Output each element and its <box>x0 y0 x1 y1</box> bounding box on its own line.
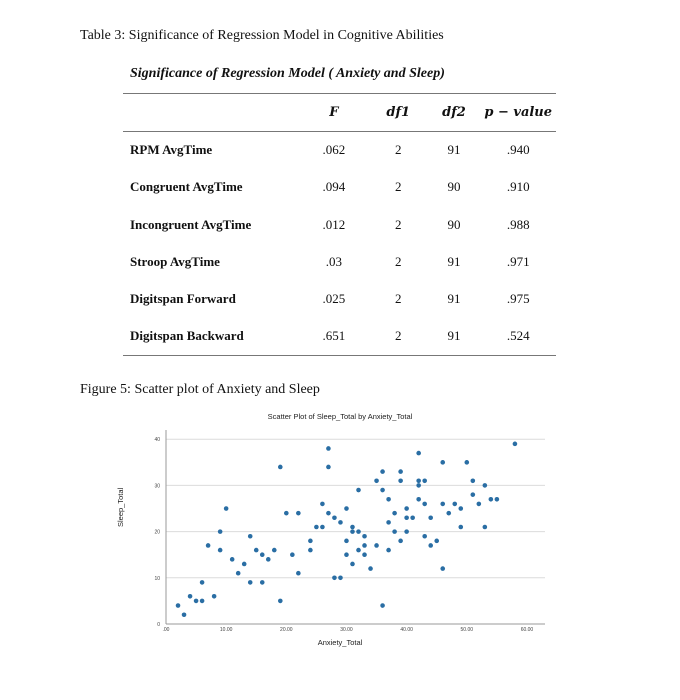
chart-title: Scatter Plot of Sleep_Total by Anxiety_Total <box>267 412 413 421</box>
data-point <box>248 534 253 539</box>
data-point <box>284 511 289 516</box>
data-point <box>392 511 397 516</box>
data-point <box>416 497 421 502</box>
table-title: Significance of Regression Model ( Anxiety and Sleep) <box>130 66 445 81</box>
data-point <box>200 599 205 604</box>
data-point <box>320 502 325 507</box>
cell-p-value: .971 <box>506 254 530 270</box>
data-point <box>248 580 253 585</box>
data-point <box>362 552 367 557</box>
data-point <box>218 548 223 553</box>
data-point <box>404 529 409 534</box>
data-point <box>386 548 391 553</box>
data-point <box>440 460 445 465</box>
y-axis-label: Sleep_Total <box>116 487 125 527</box>
data-point <box>422 502 427 507</box>
cell-p-value: .975 <box>506 291 530 307</box>
data-point <box>428 515 433 520</box>
data-point <box>380 488 385 493</box>
data-point <box>308 539 313 544</box>
data-point <box>326 511 331 516</box>
data-point <box>458 525 463 530</box>
data-point <box>278 465 283 470</box>
cell-df1: 2 <box>395 291 402 307</box>
data-point <box>272 548 277 553</box>
data-point <box>374 543 379 548</box>
header-df1: df1 <box>369 94 428 132</box>
data-point <box>218 529 223 534</box>
data-point <box>422 534 427 539</box>
data-point <box>356 529 361 534</box>
data-point <box>458 506 463 511</box>
data-point <box>404 515 409 520</box>
data-point <box>386 520 391 525</box>
data-point <box>296 511 301 516</box>
cell-f: .062 <box>322 142 346 158</box>
data-point <box>471 479 476 484</box>
data-point <box>338 520 343 525</box>
data-point <box>224 506 229 511</box>
data-point <box>422 479 427 484</box>
row-label: Digitspan Forward <box>130 291 236 307</box>
data-point <box>392 529 397 534</box>
x-tick-label: 20.00 <box>280 627 293 633</box>
cell-p-value: .910 <box>506 179 530 195</box>
data-point <box>314 525 319 530</box>
y-tick-label: 40 <box>154 437 160 444</box>
data-point <box>452 502 457 507</box>
data-point <box>230 557 235 562</box>
cell-df2: 91 <box>447 291 461 307</box>
data-point <box>356 488 361 493</box>
data-point <box>344 506 349 511</box>
data-point <box>404 506 409 511</box>
data-point <box>326 465 331 470</box>
data-point <box>308 548 313 553</box>
data-point <box>483 525 488 530</box>
header-df2: df2 <box>428 94 481 132</box>
cell-f: .094 <box>322 179 346 195</box>
x-tick-label: 40.00 <box>400 627 413 633</box>
cell-p-value: .940 <box>506 142 530 158</box>
data-point <box>362 534 367 539</box>
data-point <box>296 571 301 576</box>
data-point <box>200 580 205 585</box>
table-caption: Table 3: Significance of Regression Model in Cognitive Abilities <box>80 28 444 43</box>
data-point <box>278 599 283 604</box>
cell-f: .012 <box>322 216 346 232</box>
row-label: Incongruent AvgTime <box>130 216 252 232</box>
cell-df2: 90 <box>447 179 461 195</box>
data-point <box>356 548 361 553</box>
x-tick-label: 10.00 <box>219 627 233 633</box>
cell-df2: 91 <box>447 254 461 270</box>
header-f: F <box>299 94 369 132</box>
x-axis-label: Anxiety_Total <box>317 638 363 647</box>
cell-df2: 91 <box>428 318 481 355</box>
data-point <box>398 469 403 474</box>
data-point <box>236 571 241 576</box>
row-label: Congruent AvgTime <box>130 179 243 195</box>
cell-df1: 2 <box>369 318 428 355</box>
data-point <box>290 552 295 557</box>
data-point <box>350 562 355 567</box>
data-point <box>398 479 403 484</box>
data-point <box>386 497 391 502</box>
data-point <box>380 469 385 474</box>
y-tick-label: 0 <box>157 622 160 628</box>
cell-df1: 2 <box>395 142 402 158</box>
row-label: Digitspan Backward <box>123 318 299 355</box>
cell-f: .025 <box>322 291 346 307</box>
data-point <box>440 502 445 507</box>
cell-df1: 2 <box>395 179 402 195</box>
x-tick-label: 50.00 <box>460 627 474 633</box>
data-point <box>483 483 488 488</box>
data-point <box>477 502 482 507</box>
header-p-value: p − value <box>480 94 556 132</box>
cell-df2: 91 <box>447 142 461 158</box>
row-label: Stroop AvgTime <box>130 254 220 270</box>
data-point <box>362 543 367 548</box>
data-point <box>344 539 349 544</box>
data-point <box>513 442 518 447</box>
data-point <box>471 492 476 497</box>
data-point <box>212 594 217 599</box>
row-label: RPM AvgTime <box>130 142 213 158</box>
data-point <box>416 483 421 488</box>
cell-df1: 2 <box>395 216 402 232</box>
cell-f: .03 <box>325 254 343 270</box>
data-point <box>344 552 349 557</box>
data-point <box>188 594 193 599</box>
data-point <box>254 548 259 553</box>
y-tick-label: 30 <box>154 483 160 490</box>
data-point <box>380 603 385 608</box>
data-point <box>428 543 433 548</box>
y-tick-label: 10 <box>154 575 160 582</box>
data-point <box>374 479 379 484</box>
data-point <box>260 580 265 585</box>
data-point <box>242 562 247 567</box>
data-point <box>495 497 500 502</box>
data-point <box>182 612 187 617</box>
x-tick-label: .00 <box>162 627 170 633</box>
data-point <box>194 599 199 604</box>
data-point <box>338 576 343 581</box>
cell-df1: 2 <box>395 254 402 270</box>
x-tick-label: 30.00 <box>340 627 353 633</box>
cell-df2: 90 <box>447 216 461 232</box>
data-point <box>320 525 325 530</box>
data-point <box>266 557 271 562</box>
data-point <box>350 529 355 534</box>
cell-f: .651 <box>299 318 369 355</box>
y-tick-label: 20 <box>154 529 160 536</box>
x-tick-label: 60.00 <box>520 627 534 633</box>
data-point <box>326 446 331 451</box>
data-point <box>332 515 337 520</box>
figure-caption: Figure 5: Scatter plot of Anxiety and Sleep <box>80 382 320 397</box>
data-point <box>206 543 211 548</box>
data-point <box>446 511 451 516</box>
data-point <box>332 576 337 581</box>
data-point <box>416 479 421 484</box>
data-point <box>434 539 439 544</box>
data-point <box>368 566 373 571</box>
cell-p-value: .988 <box>506 216 530 232</box>
data-point <box>260 552 265 557</box>
data-point <box>464 460 469 465</box>
data-point <box>176 603 181 608</box>
data-point <box>416 451 421 456</box>
data-point <box>398 539 403 544</box>
data-point <box>489 497 494 502</box>
data-point <box>440 566 445 571</box>
cell-p-value: .524 <box>480 318 556 355</box>
data-point <box>410 515 415 520</box>
data-point <box>350 525 355 530</box>
